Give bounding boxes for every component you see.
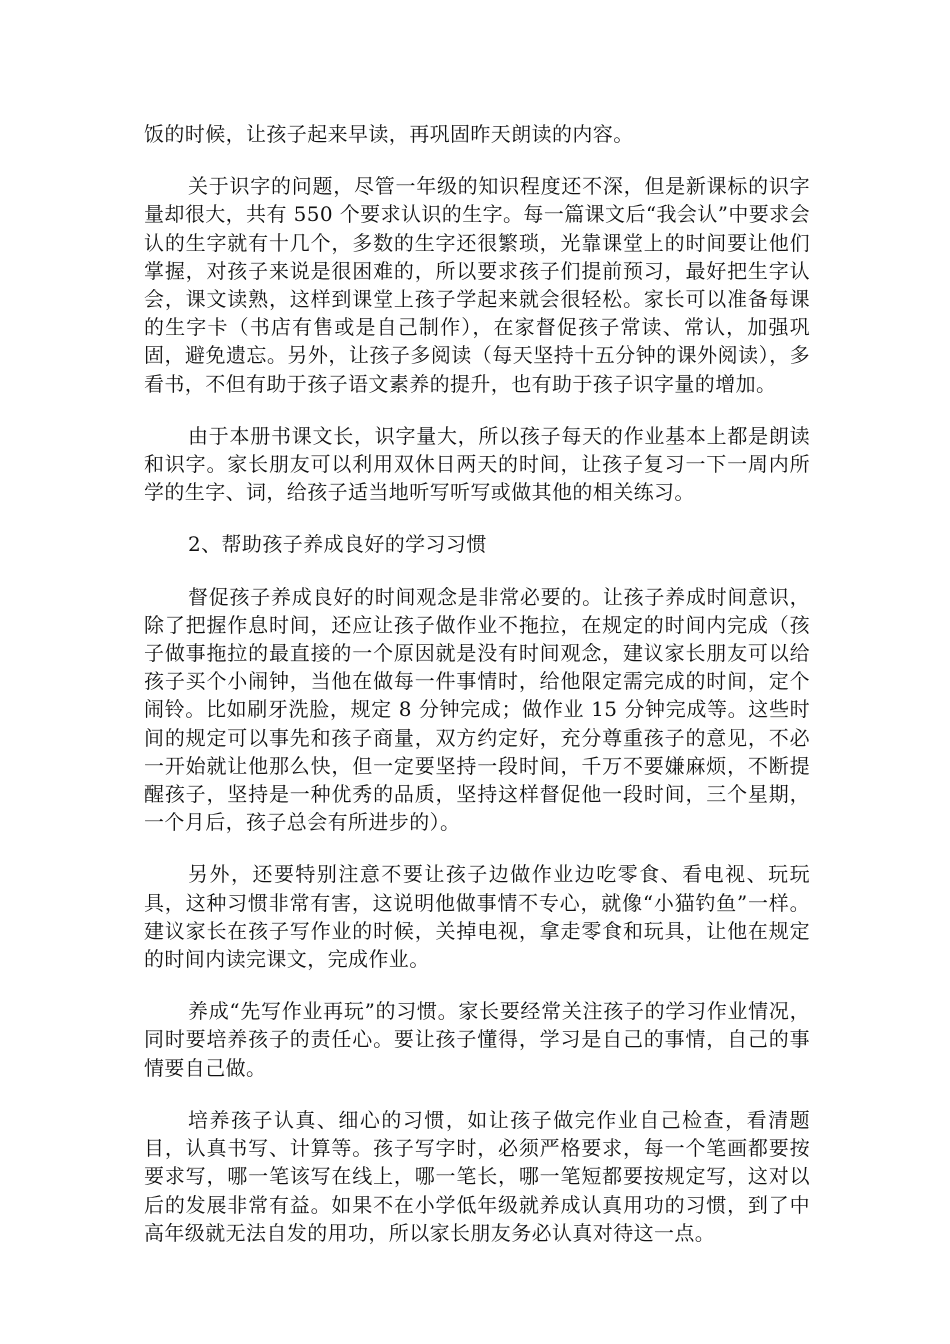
paragraph-literacy: 关于识字的问题，尽管一年级的知识程度还不深，但是新课标的识字量却很大，共有 550 个要求认识的生字。每一篇课文后“我会认”中要求会认的生字就有十几个，多数的生字还很繁琐，光靠课堂上的时间要让他们掌握，对孩子来说是很困难的，所以要求孩子们提前预习，最好把生字认会，课文读熟，这样到课堂上孩子学起来就会很轻松。家长可以准备每课的生字卡（书店有售或是自己制作），在家督促孩子常读、常认，加强巩固，避免遗忘。另外，让孩子多阅读（每天坚持十五分钟的课外阅读），多看书，不但有助于孩子语文素养的提升，也有助于孩子识字量的增加。: [144, 174, 810, 396]
paragraph-continuation: 饭的时候，让孩子起来早读，再巩固昨天朗读的内容。: [144, 122, 634, 146]
paragraph-homework-first: 养成“先写作业再玩”的习惯。家长要经常关注孩子的学习作业情况，同时要培养孩子的责任心。要让孩子懂得，学习是自己的事情，自己的事情要自己做。: [144, 999, 810, 1080]
paragraph-focus-habit: 另外，还要特别注意不要让孩子边做作业边吃零食、看电视、玩玩具，这种习惯非常有害，这说明他做事情不专心，就像“小猫钓鱼”一样。建议家长在孩子写作业的时候，关掉电视，拿走零食和玩具，让他在规定的时间内读完课文，完成作业。: [144, 862, 810, 972]
document-body: [144, 120, 810, 1271]
paragraph-homework: 由于本册书课文长，识字量大，所以孩子每天的作业基本上都是朗读和识字。家长朋友可以利用双休日两天的时间，让孩子复习一下一周内所学的生字、词，给孩子适当地听写听写或做其他的相关练习。: [144, 423, 810, 505]
section-heading: 2、帮助孩子养成良好的学习习惯: [188, 532, 487, 557]
paragraph-careful-habit: 培养孩子认真、细心的习惯，如让孩子做完作业自己检查，看清题目，认真书写、计算等。孩子写字时，必须严格要求，每一个笔画都要按要求写，哪一笔该写在线上，哪一笔长，哪一笔短都要按规定写，这对以后的发展非常有益。如果不在小学低年级就养成认真用功的习惯，到了中高年级就无法自发的用功，所以家长朋友务必认真对待这一点。: [144, 1107, 810, 1245]
paragraph-time-habit: 督促孩子养成良好的时间观念是非常必要的。让孩子养成时间意识，除了把握作息时间，还应让孩子做作业不拖拉，在规定的时间内完成（孩子做事拖拉的最直接的一个原因就是没有时间观念，建议家长朋友可以给孩子买个小闹钟，当他在做每一件事情时，给他限定需完成的时间，定个闹铃。比如刷牙洗脸，规定 8 分钟完成；做作业 15 分钟完成等。这些时间的规定可以事先和孩子商量，双方约定好，充分尊重孩子的意见，不必一开始就让他那么快，但一定要坚持一段时间，千万不要嫌麻烦，不断提醒孩子，坚持是一种优秀的品质，坚持这样督促他一段时间，三个星期，一个月后，孩子总会有所进步的）。: [144, 584, 810, 835]
